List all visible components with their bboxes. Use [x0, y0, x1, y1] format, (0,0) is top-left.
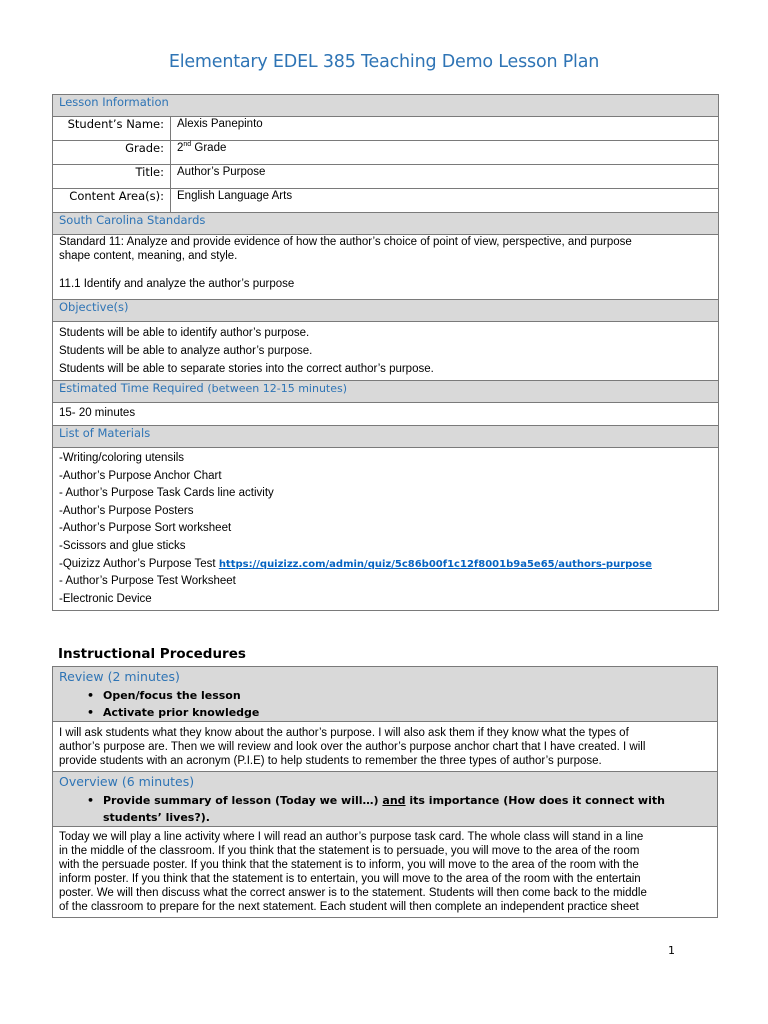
page-title: Elementary EDEL 385 Teaching Demo Lesson Plan: [168, 52, 600, 72]
objective-item: Students will be able to identify author’s purpose.: [59, 327, 310, 339]
material-item: - Author’s Purpose Task Cards line activity: [59, 487, 274, 500]
review-bullet: • Open/focus the lesson: [103, 687, 711, 704]
grade-label: Grade:: [53, 141, 171, 165]
material-item: -Scissors and glue sticks: [59, 539, 186, 552]
overview-text-line: with the persuade poster. If you think that the statement is to inform, you will move to the area of the room with the: [59, 859, 639, 871]
quizizz-link[interactable]: https://quizizz.com/admin/quiz/5c86b00f1c12f8001b9a5e65/authors-purpose: [218, 558, 652, 570]
overview-bullet-and: and: [382, 794, 406, 807]
review-bullet: • Activate prior knowledge: [103, 704, 711, 721]
overview-heading-text: Overview (6 minutes): [59, 774, 195, 789]
lesson-plan-table: [52, 94, 719, 611]
grade-value: [171, 141, 719, 165]
objectives-content: [53, 322, 719, 381]
overview-text-line: Today we will play a line activity where I will read an author’s purpose task card. The whole class will stand in a line: [59, 831, 644, 843]
review-text-line: author’s purpose are. Then we will review and look over the author’s purpose anchor chart that I have created. I will: [59, 741, 646, 753]
material-item-quizizz: [59, 556, 712, 574]
overview-bullet-importance: its importance (How does it connect with students’ lives?).: [103, 794, 665, 824]
standard-text-line: shape content, meaning, and style.: [59, 250, 238, 262]
standards-content: [53, 235, 719, 300]
overview-text-line: poster. We will then discuss what the correct answer is to the statement. Students will then come back to the middle: [59, 887, 647, 899]
standard-text-line: Standard 11: Analyze and provide evidence of how the author’s choice of point of view, perspective, and purpose: [59, 236, 632, 248]
student-name-row: [53, 117, 719, 141]
objectives-heading: Objective(s): [53, 300, 719, 322]
time-heading-text: Estimated Time Required: [59, 381, 204, 395]
time-heading: [53, 381, 719, 403]
review-content: [53, 722, 718, 772]
overview-text-line: inform poster. If you think that the statement is to entertain, you will move to the area of the room with the entertain: [59, 873, 641, 885]
time-heading-range: (between 12-15 minutes): [207, 382, 348, 395]
overview-bullet: [103, 792, 711, 826]
page-number: 1: [668, 944, 675, 957]
objective-item: Students will be able to separate stories into the correct author’s purpose.: [59, 363, 434, 375]
grade-row: [53, 141, 719, 165]
time-value: 15- 20 minutes: [53, 403, 719, 426]
grade-suffix: nd: [183, 141, 192, 149]
review-heading: [53, 667, 718, 722]
standards-heading: South Carolina Standards: [53, 213, 719, 235]
content-area-row: [53, 189, 719, 213]
review-text-line: provide students with an acronym (P.I.E) to help students to remember the three types of author’s purpose.: [59, 755, 602, 767]
material-item: -Writing/coloring utensils: [59, 452, 185, 464]
material-item: - Author’s Purpose Test Worksheet: [59, 575, 236, 588]
overview-heading: [53, 772, 718, 827]
review-bullets: [59, 687, 711, 721]
student-name-value: Alexis Panepinto: [171, 117, 719, 141]
overview-bullets: [59, 792, 711, 826]
lesson-information-heading: Lesson Information: [53, 95, 719, 117]
title-row: [53, 165, 719, 189]
overview-text-line: of the classroom to prepare for the next statement. Each student will then complete an independent practice sheet: [59, 901, 639, 913]
procedures-title: Instructional Procedures: [58, 646, 246, 662]
review-text-line: I will ask students what they know about the author’s purpose. I will also ask them if they know what the types of: [59, 727, 629, 739]
material-item: -Electronic Device: [59, 592, 152, 605]
materials-list: [53, 448, 719, 611]
standard-indicator: 11.1 Identify and analyze the author’s purpose: [59, 278, 295, 290]
quizizz-label: -Quizizz Author’s Purpose Test: [59, 557, 219, 570]
title-label: Title:: [53, 165, 171, 189]
material-item: -Author’s Purpose Anchor Chart: [59, 469, 222, 482]
overview-bullet-summary: Provide summary of lesson (Today we will…): [103, 794, 379, 807]
grade-number: 2: [177, 142, 184, 154]
content-area-label: Content Area(s):: [53, 189, 171, 213]
grade-word: Grade: [191, 142, 227, 154]
material-item: -Author’s Purpose Sort worksheet: [59, 522, 232, 535]
overview-text-line: in the middle of the classroom. If you think that the statement is to persuade, you will move to the area of the room: [59, 845, 640, 857]
material-item: -Author’s Purpose Posters: [59, 504, 194, 517]
review-heading-text: Review (2 minutes): [59, 669, 180, 684]
overview-content: [53, 827, 718, 918]
procedures-table: [52, 666, 718, 918]
content-area-value: English Language Arts: [171, 189, 719, 213]
student-name-label: Student’s Name:: [53, 117, 171, 141]
objective-item: Students will be able to analyze author’s purpose.: [59, 345, 313, 357]
materials-heading: List of Materials: [53, 426, 719, 448]
title-value: Author’s Purpose: [171, 165, 719, 189]
